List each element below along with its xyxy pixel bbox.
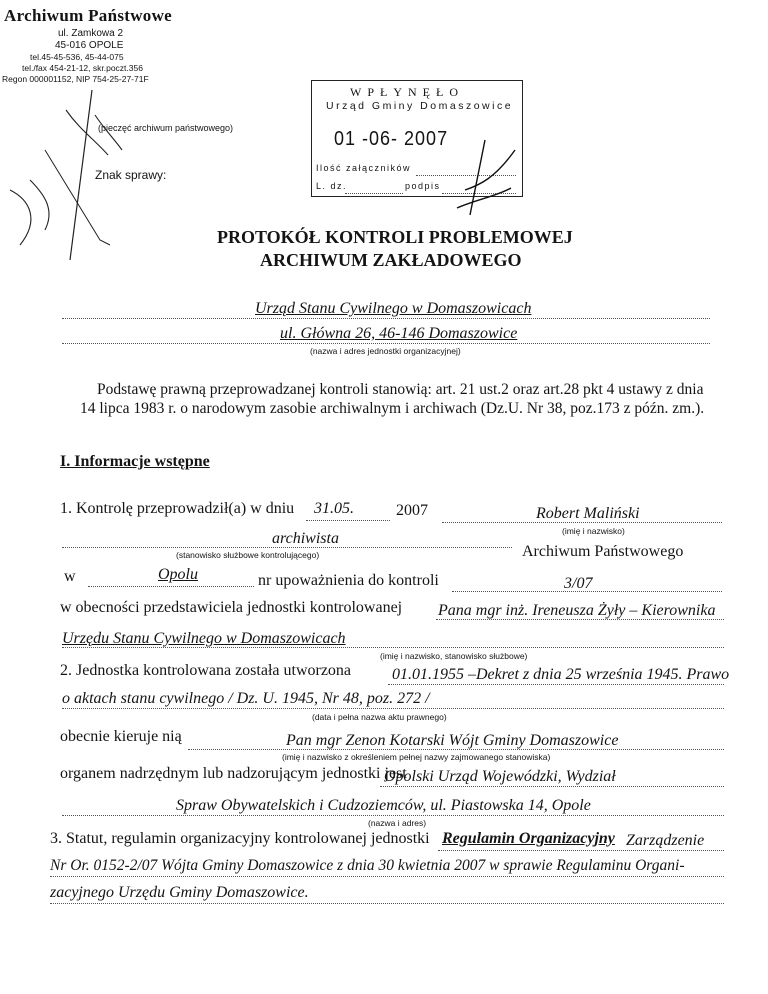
- established-line: [388, 684, 724, 685]
- legal-basis-line1: Podstawę prawną przeprowadzanej kontroli stanowią: art. 21 ust.2 oraz art.28 pkt 4 ustawy z dnia: [97, 381, 704, 398]
- supervisor-line: [380, 786, 724, 787]
- received-stamp-title: WPŁYNĘŁO: [350, 85, 464, 99]
- unit-caption: (nazwa i adres jednostki organizacyjnej): [310, 346, 461, 356]
- archive-stamp-address2: 45-016 OPOLE: [55, 40, 124, 51]
- supervisor-value: Opolski Urząd Wojewódzki, Wydział: [384, 768, 616, 785]
- archive-stamp-title: Archiwum Państwowe: [4, 6, 172, 25]
- inspection-year: 2007: [396, 502, 428, 519]
- archive-stamp-address1: ul. Zamkowa 2: [58, 28, 124, 39]
- presence-value-continued: Urzędu Stanu Cywilnego w Domaszowicach: [62, 630, 346, 647]
- statute-value: Zarządzenie: [626, 832, 705, 849]
- received-stamp-date: 01 -06- 2007: [334, 126, 449, 150]
- handwritten-annotation: [0, 70, 230, 320]
- received-stamp-attachments-label: Ilość załączników: [316, 163, 412, 173]
- archive-stamp-fax: tel./fax 454-21-12, skr.poczt.356: [22, 63, 143, 73]
- statute-line3: [50, 903, 724, 904]
- section-heading: [60, 453, 210, 471]
- established-value-continued: o aktach stanu cywilnego / Dz. U. 1945, Nr 48, poz. 272 /: [62, 690, 430, 707]
- presence-value: Pana mgr inż. Ireneusza Żyły – Kierownika: [438, 602, 716, 619]
- supervisor-value-continued: Spraw Obywatelskich i Cudzoziemców, ul. Piastowska 14, Opole: [176, 797, 591, 814]
- archive-stamp-caption: (pieczęć archiwum państwowego): [98, 123, 234, 133]
- received-stamp-ref-label: L. dz.: [316, 181, 348, 191]
- inspection-date-label: 1. Kontrolę przeprowadził(a) w dniu: [60, 500, 295, 517]
- document-title-line2: ARCHIWUM ZAKŁADOWEGO: [260, 250, 522, 270]
- reference-number-label: Znak sprawy:: [95, 168, 167, 182]
- established-label: 2. Jednostka kontrolowana została utworzona: [60, 662, 352, 679]
- head-caption: (imię i nazwisko z określeniem pełnej nazwy zajmowanego stanowiska): [282, 752, 551, 762]
- inspector-position-caption: (stanowisko służbowe kontrolującego): [176, 550, 320, 560]
- statute-value-bold: Regulamin Organizacyjny: [442, 830, 615, 847]
- statute-value-end: zacyjnego Urzędu Gminy Domaszowice.: [50, 884, 309, 901]
- signature-scribble: [445, 130, 525, 220]
- statute-line2: [50, 876, 724, 877]
- established-line2: [62, 708, 724, 709]
- inspector-name: Robert Maliński: [536, 505, 640, 522]
- unit-address-line: [62, 343, 710, 344]
- supervisor-caption: (nazwa i adres): [368, 818, 427, 828]
- unit-name-line: [62, 318, 710, 319]
- document-title-line1: PROTOKÓŁ KONTROLI PROBLEMOWEJ: [217, 227, 573, 247]
- city: Opolu: [158, 566, 198, 583]
- section-heading-text: I. Informacje wstępne: [60, 453, 210, 470]
- unit-name: Urząd Stanu Cywilnego w Domaszowicach: [255, 300, 532, 317]
- inspector-position: archiwista: [272, 530, 339, 547]
- established-caption: (data i pełna nazwa aktu prawnego): [312, 712, 447, 722]
- presence-caption: (imię i nazwisko, stanowisko służbowe): [380, 651, 528, 661]
- received-stamp-office: Urząd Gminy Domaszowice: [326, 100, 514, 112]
- authorization-label: nr upoważnienia do kontroli: [258, 572, 439, 589]
- supervisor-label: organem nadrzędnym lub nadzorującym jednostki jest: [60, 765, 407, 782]
- city-line: [88, 586, 254, 587]
- archive-stamp-tel: tel.45-45-536, 45-44-075: [30, 52, 124, 62]
- authorization-number: 3/07: [564, 575, 593, 592]
- supervisor-line2: [62, 815, 724, 816]
- unit-address: ul. Główna 26, 46-146 Domaszowice: [280, 325, 518, 342]
- statute-label: 3. Statut, regulamin organizacyjny kontrolowanej jednostki: [50, 830, 430, 847]
- inspection-date: 31.05.: [314, 500, 354, 517]
- legal-basis-line2: 14 lipca 1983 r. o narodowym zasobie archiwalnym i archiwach (Dz.U. Nr 38, poz.173 z późn. zm.).: [80, 400, 705, 417]
- in-label: w: [64, 568, 76, 585]
- received-stamp-ref-line: [345, 193, 403, 194]
- head-label: obecnie kieruje nią: [60, 728, 182, 745]
- inspection-date-line: [306, 520, 390, 521]
- head-value: Pan mgr Zenon Kotarski Wójt Gminy Domaszowice: [286, 732, 619, 749]
- inspector-name-caption: (imię i nazwisko): [562, 526, 625, 536]
- statute-value-continued: Nr Or. 0152-2/07 Wójta Gminy Domaszowice z dnia 30 kwietnia 2007 w sprawie Regulaminu Organi-: [50, 857, 685, 874]
- archive-name: Archiwum Państwowego: [522, 543, 684, 560]
- established-value: 01.01.1955 –Dekret z dnia 25 września 1945. Prawo: [392, 666, 730, 683]
- archive-stamp-regon: Regon 000001152, NIP 754-25-27-71F: [2, 74, 149, 84]
- presence-label: w obecności przedstawiciela jednostki kontrolowanej: [60, 599, 403, 616]
- received-stamp-sign-label: podpis: [405, 181, 441, 191]
- statute-line: [438, 850, 724, 851]
